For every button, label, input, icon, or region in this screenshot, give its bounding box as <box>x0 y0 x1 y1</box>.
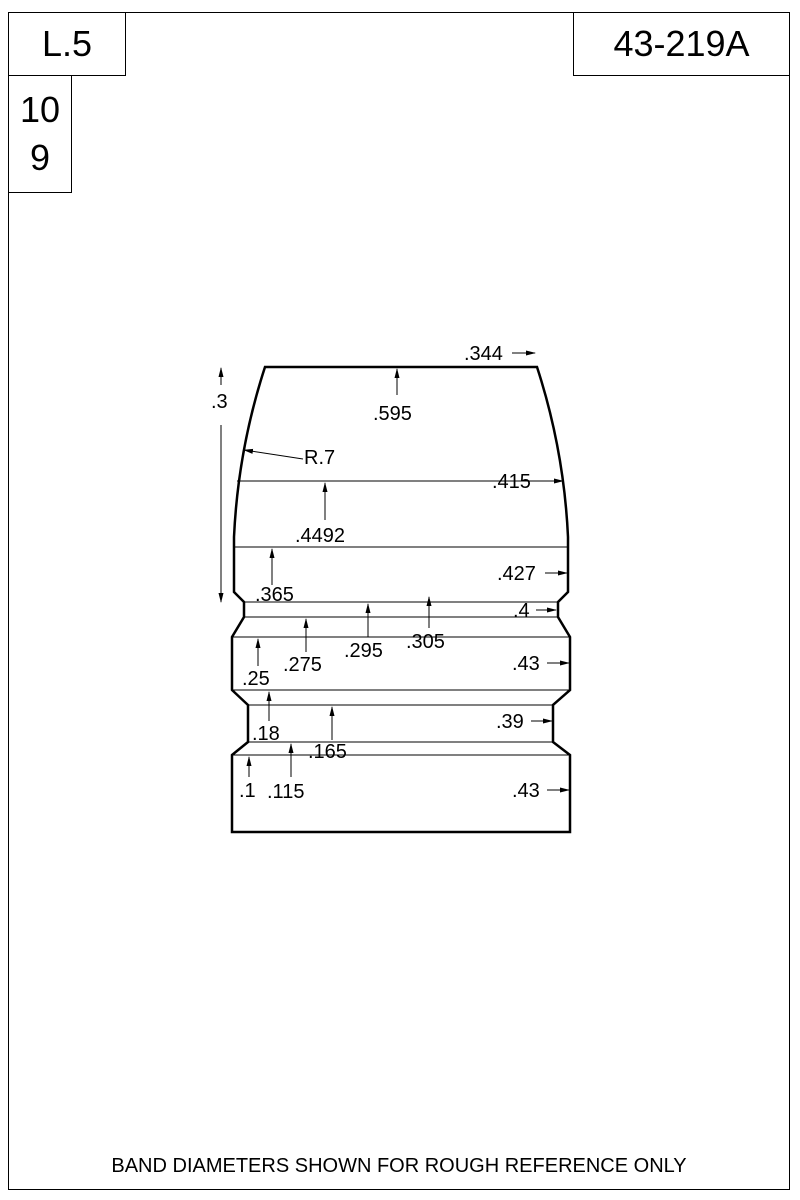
cavity-bottom: 9 <box>29 137 51 178</box>
dim-295: .295 <box>344 640 383 662</box>
dim-427: .427 <box>497 563 536 585</box>
dim-365: .365 <box>255 584 294 606</box>
dim-18: .18 <box>252 723 280 745</box>
dim-43a: .43 <box>512 653 540 675</box>
dim-344: .344 <box>464 343 503 365</box>
footer-note: BAND DIAMETERS SHOWN FOR ROUGH REFERENCE ONLY <box>111 1155 687 1177</box>
dim-3: .3 <box>211 391 228 413</box>
dim-43b: .43 <box>512 780 540 802</box>
dim-275: .275 <box>283 654 322 676</box>
dim-25: .25 <box>242 668 270 690</box>
length-label: L.5 <box>41 23 93 64</box>
dim-4: .4 <box>513 600 530 622</box>
dim-1: .1 <box>239 780 256 802</box>
part-number: 43-219A <box>613 23 750 64</box>
dim-305: .305 <box>406 631 445 653</box>
dim-115: .115 <box>267 781 305 803</box>
dim-4492: .4492 <box>295 525 346 547</box>
dim-595: .595 <box>373 403 412 425</box>
dim-r7: R.7 <box>304 447 336 469</box>
dim-415: .415 <box>492 471 531 493</box>
cavity-top: 10 <box>19 89 61 130</box>
dim-165: .165 <box>308 741 347 763</box>
dimension-labels <box>211 343 540 803</box>
dim-39: .39 <box>496 711 524 733</box>
